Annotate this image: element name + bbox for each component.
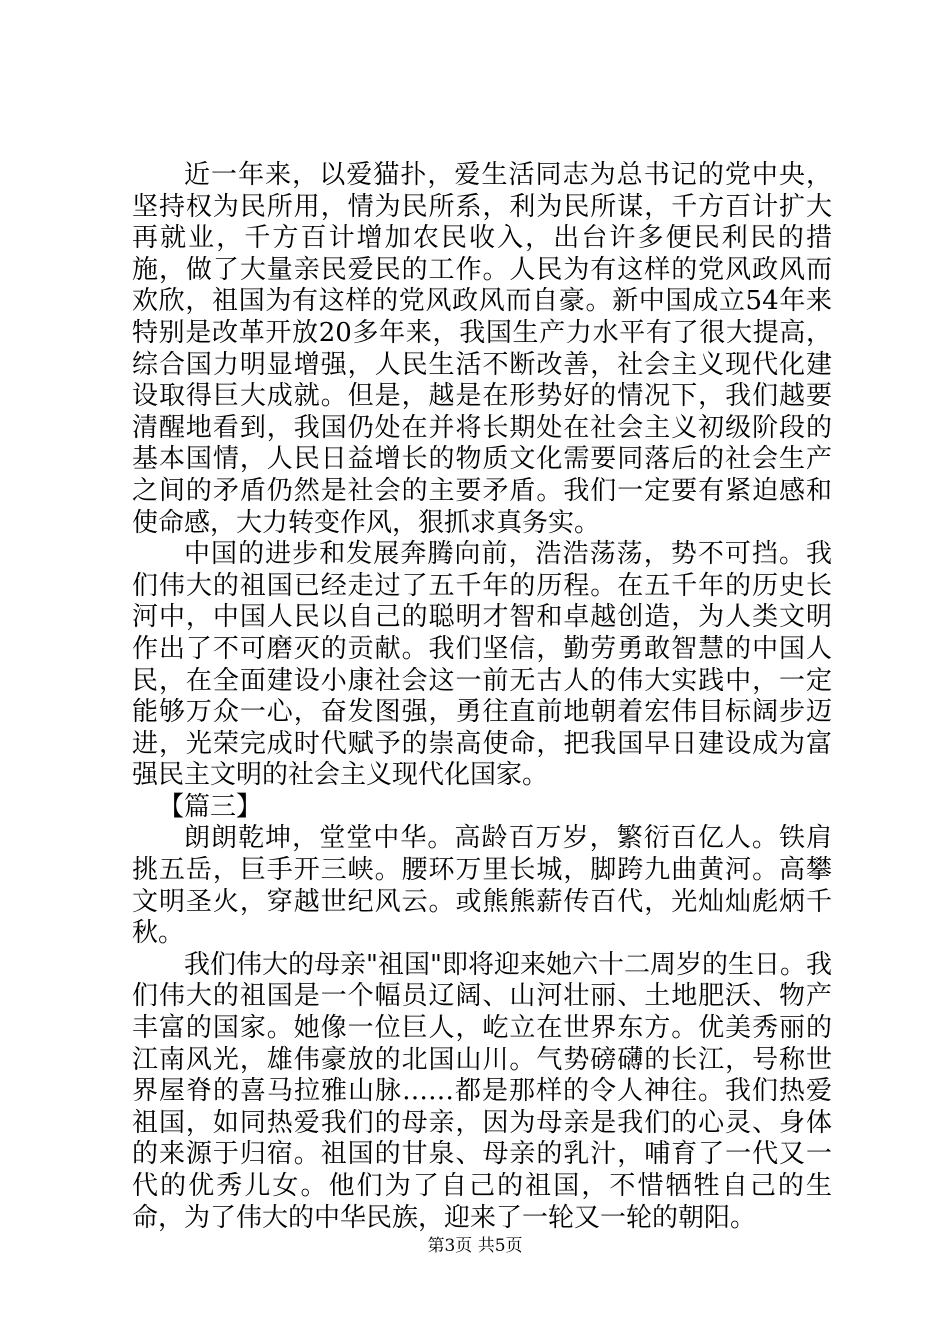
paragraph: 我们伟大的母亲"祖国"即将迎来她六十二周岁的生日。我们伟大的祖国是一个幅员辽阔、山河壮丽、土地肥沃、物产丰富的国家。她像一位巨人，屹立在世界东方。优美秀丽的江南风光，雄伟豪放的北国山川。气势磅礴的长江，号称世界屋脊的喜马拉雅山脉……都是那样的令人神往。我们热爱祖国，如同热爱我们的母亲，因为母亲是我们的心灵、身体的来源于归宿。祖国的甘泉、母亲的乳汁，哺育了一代又一代的优秀儿女。他们为了自己的祖国，不惜牺牲自己的生命，为了伟大的中华民族，迎来了一轮又一轮的朝阳。	[132, 949, 832, 1233]
body-text	[132, 160, 832, 1234]
paragraph: 朗朗乾坤，堂堂中华。高龄百万岁，繁衍百亿人。铁肩挑五岳，巨手开三峡。腰环万里长城，脚跨九曲黄河。高攀文明圣火，穿越世纪风云。或熊熊薪传百代，光灿灿彪炳千秋。	[132, 823, 832, 949]
paragraph: 中国的进步和发展奔腾向前，浩浩荡荡，势不可挡。我们伟大的祖国已经走过了五千年的历程。在五千年的历史长河中，中国人民以自己的聪明才智和卓越创造，为人类文明作出了不可磨灭的贡献。我们坚信，勤劳勇敢智慧的中国人民，在全面建设小康社会这一前无古人的伟大实践中，一定能够万众一心，奋发图强，勇往直前地朝着宏伟目标阔步迈进，光荣完成时代赋予的崇高使命，把我国早日建设成为富强民主文明的社会主义现代化国家。	[132, 539, 832, 791]
page-number-footer: 第3页 共5页	[427, 1236, 523, 1256]
section-title: 【篇三】	[158, 791, 263, 822]
paragraph: 近一年来，以爱猫扑，爱生活同志为总书记的党中央，坚持权为民所用，情为民所系，利为民所谋，千方百计扩大再就业，千方百计增加农民收入，出台许多便民利民的措施，做了大量亲民爱民的工作。人民为有这样的党风政风而欢欣，祖国为有这样的党风政风而自豪。新中国成立54年来特别是改革开放20多年来，我国生产力水平有了很大提高，综合国力明显增强，人民生活不断改善，社会主义现代化建设取得巨大成就。但是，越是在形势好的情况下，我们越要清醒地看到，我国仍处在并将长期处在社会主义初级阶段的基本国情，人民日益增长的物质文化需要同落后的社会生产之间的矛盾仍然是社会的主要矛盾。我们一定要有紧迫感和使命感，大力转变作风，狠抓求真务实。	[132, 160, 832, 538]
